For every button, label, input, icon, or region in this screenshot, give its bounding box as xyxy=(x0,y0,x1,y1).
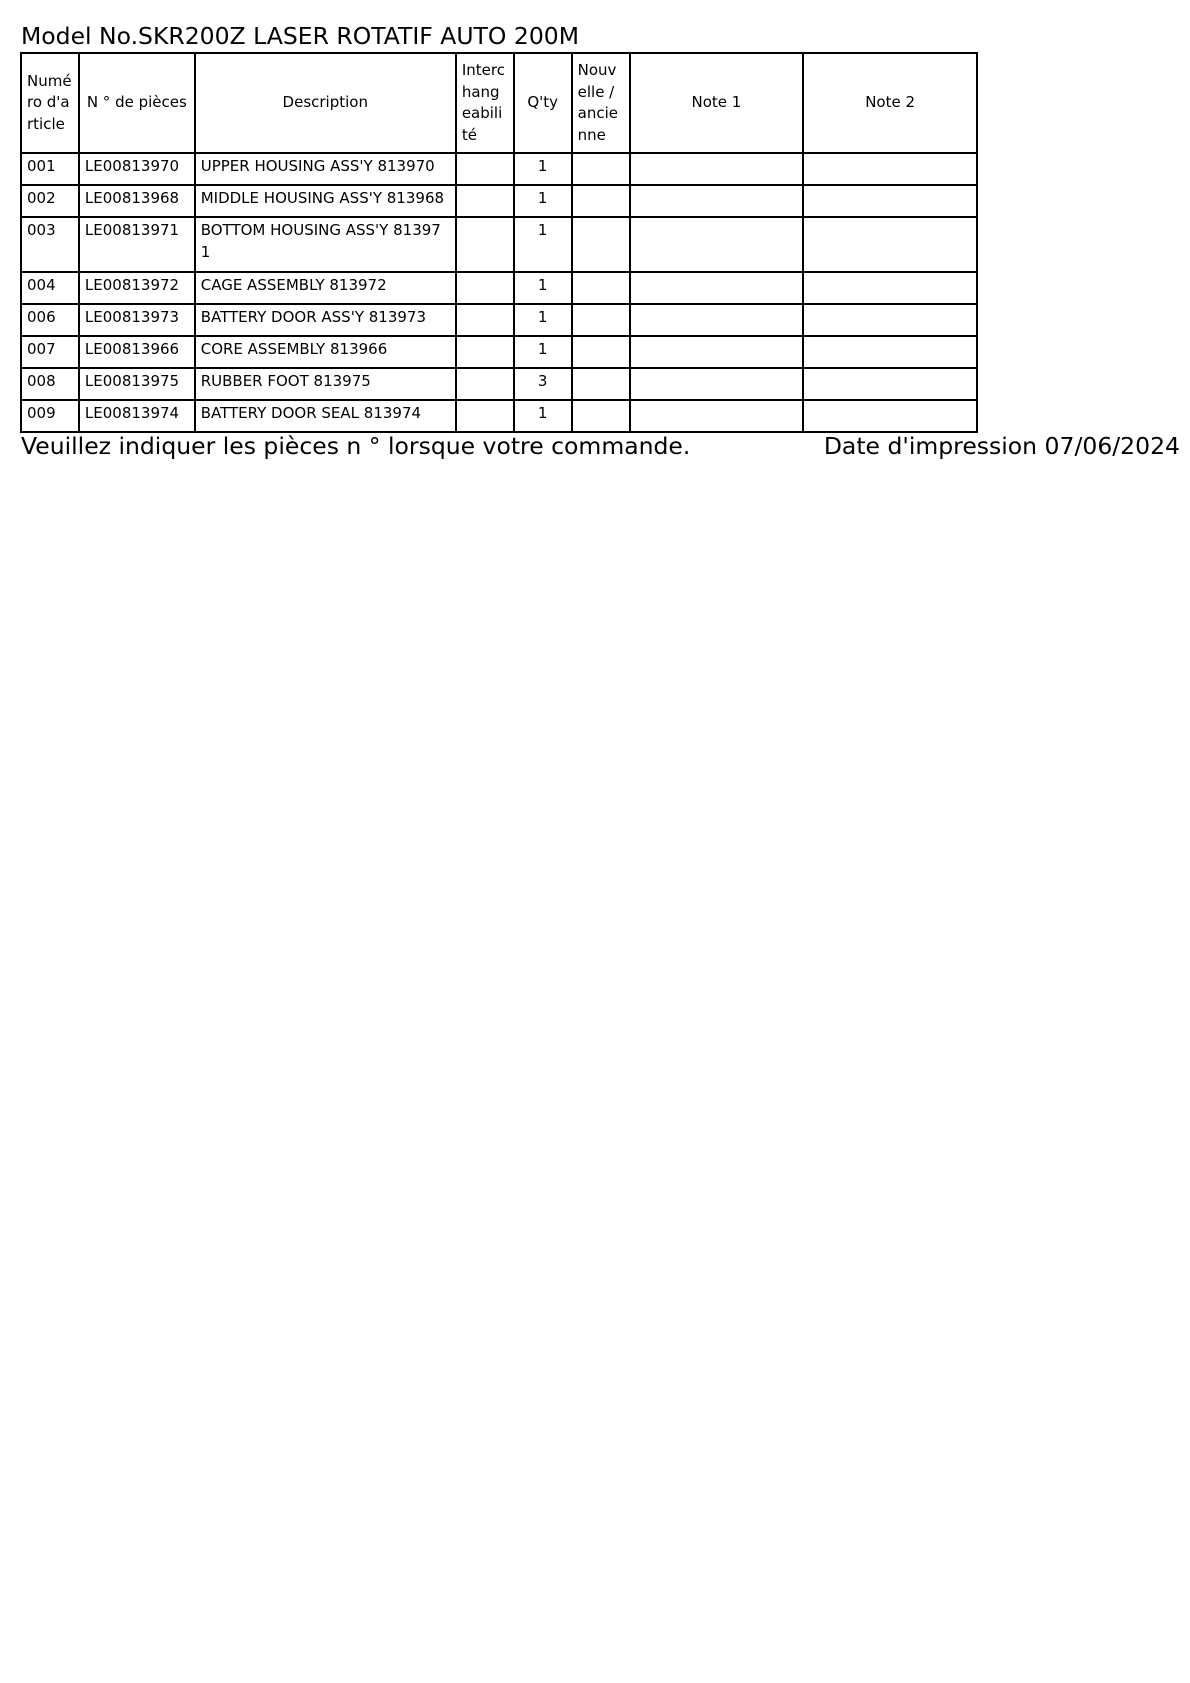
parts-table xyxy=(20,52,978,433)
cell-qty: 1 xyxy=(514,272,572,304)
cell-qty: 3 xyxy=(514,368,572,400)
cell-part-no: LE00813975 xyxy=(79,368,195,400)
cell-article-no: 003 xyxy=(21,217,79,272)
table-row xyxy=(21,153,977,185)
cell-note-1 xyxy=(630,185,804,217)
cell-part-no: LE00813971 xyxy=(79,217,195,272)
cell-note-2 xyxy=(803,272,977,304)
table-row xyxy=(21,272,977,304)
cell-interchangeability xyxy=(456,304,514,336)
cell-part-no: LE00813972 xyxy=(79,272,195,304)
cell-part-no: LE00813970 xyxy=(79,153,195,185)
cell-note-2 xyxy=(803,185,977,217)
cell-description: RUBBER FOOT 813975 xyxy=(195,368,456,400)
cell-description: BOTTOM HOUSING ASS'Y 813971 xyxy=(195,217,456,272)
page-title: Model No.SKR200Z LASER ROTATIF AUTO 200M xyxy=(21,22,579,50)
cell-interchangeability xyxy=(456,153,514,185)
cell-qty: 1 xyxy=(514,304,572,336)
cell-new-old xyxy=(572,153,630,185)
header-part-no: N ° de pièces xyxy=(79,53,195,153)
table-row xyxy=(21,304,977,336)
header-new-old: Nouvelle / ancienne xyxy=(572,53,630,153)
cell-interchangeability xyxy=(456,217,514,272)
cell-note-2 xyxy=(803,304,977,336)
cell-note-1 xyxy=(630,336,804,368)
print-date: Date d'impression 07/06/2024 xyxy=(823,432,1180,460)
cell-qty: 1 xyxy=(514,400,572,432)
cell-new-old xyxy=(572,185,630,217)
table-row xyxy=(21,400,977,432)
cell-description: MIDDLE HOUSING ASS'Y 813968 xyxy=(195,185,456,217)
cell-article-no: 004 xyxy=(21,272,79,304)
cell-qty: 1 xyxy=(514,185,572,217)
cell-new-old xyxy=(572,368,630,400)
cell-note-1 xyxy=(630,304,804,336)
cell-qty: 1 xyxy=(514,217,572,272)
header-note-1: Note 1 xyxy=(630,53,804,153)
table-row xyxy=(21,217,977,272)
cell-qty: 1 xyxy=(514,336,572,368)
cell-part-no: LE00813974 xyxy=(79,400,195,432)
cell-article-no: 001 xyxy=(21,153,79,185)
cell-interchangeability xyxy=(456,272,514,304)
cell-note-1 xyxy=(630,217,804,272)
cell-article-no: 008 xyxy=(21,368,79,400)
cell-note-2 xyxy=(803,336,977,368)
cell-qty: 1 xyxy=(514,153,572,185)
header-qty: Q'ty xyxy=(514,53,572,153)
table-row xyxy=(21,185,977,217)
cell-description: BATTERY DOOR SEAL 813974 xyxy=(195,400,456,432)
cell-note-2 xyxy=(803,368,977,400)
cell-note-2 xyxy=(803,217,977,272)
cell-article-no: 009 xyxy=(21,400,79,432)
cell-new-old xyxy=(572,272,630,304)
cell-article-no: 002 xyxy=(21,185,79,217)
cell-article-no: 007 xyxy=(21,336,79,368)
cell-note-2 xyxy=(803,153,977,185)
cell-new-old xyxy=(572,400,630,432)
order-instruction: Veuillez indiquer les pièces n ° lorsque votre commande. xyxy=(21,432,691,460)
cell-note-1 xyxy=(630,272,804,304)
header-article-no: Numéro d'article xyxy=(21,53,79,153)
cell-description: UPPER HOUSING ASS'Y 813970 xyxy=(195,153,456,185)
cell-interchangeability xyxy=(456,368,514,400)
cell-interchangeability xyxy=(456,185,514,217)
cell-note-1 xyxy=(630,368,804,400)
cell-description: BATTERY DOOR ASS'Y 813973 xyxy=(195,304,456,336)
cell-article-no: 006 xyxy=(21,304,79,336)
cell-description: CAGE ASSEMBLY 813972 xyxy=(195,272,456,304)
cell-interchangeability xyxy=(456,336,514,368)
cell-part-no: LE00813973 xyxy=(79,304,195,336)
cell-note-2 xyxy=(803,400,977,432)
cell-new-old xyxy=(572,217,630,272)
table-row xyxy=(21,336,977,368)
cell-part-no: LE00813968 xyxy=(79,185,195,217)
header-description: Description xyxy=(195,53,456,153)
header-interchangeability: Interchangeabilité xyxy=(456,53,514,153)
cell-interchangeability xyxy=(456,400,514,432)
cell-part-no: LE00813966 xyxy=(79,336,195,368)
table-row xyxy=(21,368,977,400)
header-note-2: Note 2 xyxy=(803,53,977,153)
table-header-row xyxy=(21,53,977,153)
cell-new-old xyxy=(572,304,630,336)
cell-description: CORE ASSEMBLY 813966 xyxy=(195,336,456,368)
cell-note-1 xyxy=(630,153,804,185)
cell-note-1 xyxy=(630,400,804,432)
cell-new-old xyxy=(572,336,630,368)
